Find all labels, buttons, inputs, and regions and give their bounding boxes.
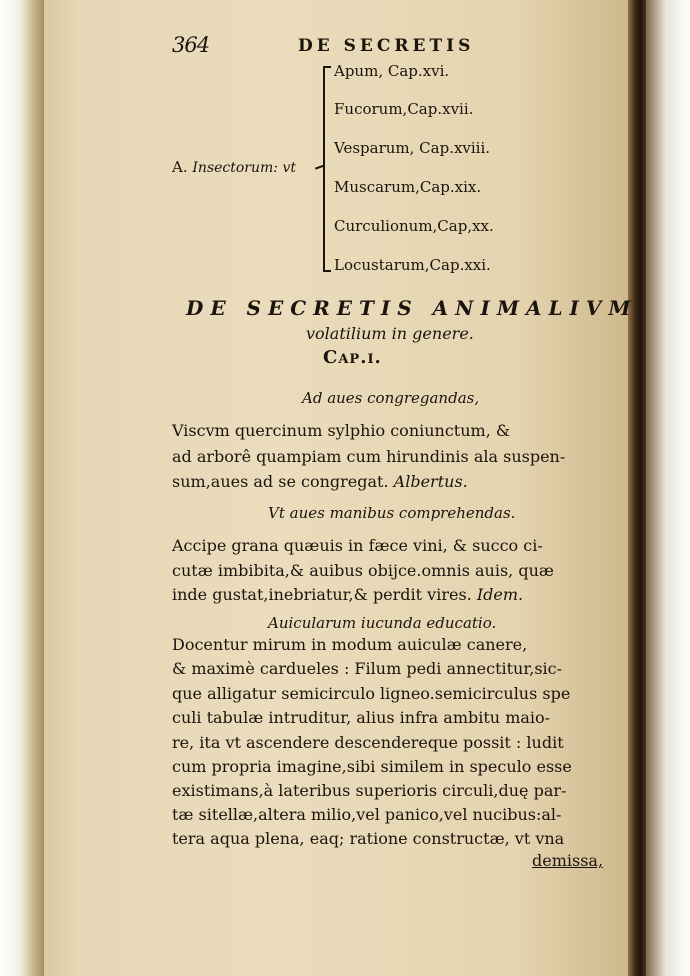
section-heading: Ad aues congregandas,: [302, 389, 480, 407]
body-line: [172, 474, 468, 490]
synopsis-brace-bottom: [323, 270, 331, 272]
catchword: demissa,: [532, 851, 604, 870]
running-head: DE SECRETIS: [298, 36, 475, 56]
body-line: ad arborê quampiam cum hirundinis ala suspen-: [172, 447, 566, 466]
section-heading: Vt aues manibus comprehendas.: [268, 504, 516, 522]
synopsis-lead: [172, 160, 296, 175]
body-line: existimans,à lateribus superioris circuli,duę par-: [172, 781, 567, 800]
body-line: & maximè cardueles : Filum pedi annectitur,sic-: [172, 659, 563, 678]
synopsis-item: Curculionum,Cap,xx.: [334, 217, 494, 235]
body-line: Viscvm quercinum sylphio coniunctum, &: [172, 421, 511, 440]
body-line-text: sum,aues ad se congregat.: [172, 472, 389, 491]
body-line: tera aqua plena, eaq; ratione constructæ, vt vna: [172, 829, 565, 848]
body-line: culi tabulæ intruditur, alius infra ambitu maio-: [172, 708, 551, 727]
synopsis-brace: [323, 66, 325, 272]
chapter-title: DE SECRETIS ANIMALIVM: [186, 296, 638, 320]
body-line: Docentur mirum in modum auiculæ canere,: [172, 635, 528, 654]
source-citation: Idem.: [476, 585, 524, 604]
chapter-subtitle: volatilium in genere.: [306, 324, 474, 343]
body-line-text: inde gustat,inebriatur,& perdit vires.: [172, 585, 472, 604]
body-line: Accipe grana quæuis in fæce vini, & succo ci-: [172, 536, 543, 555]
body-line: cutæ imbibita,& auibus obijce.omnis auis, quæ: [172, 561, 554, 580]
synopsis-item: Apum, Cap.xvi.: [334, 62, 450, 80]
synopsis-item: Fucorum,Cap.xvii.: [334, 100, 474, 118]
synopsis-brace-top: [323, 66, 331, 68]
synopsis-item: Vesparum, Cap.xviii.: [334, 139, 491, 157]
synopsis-item: Locustarum,Cap.xxi.: [334, 256, 491, 274]
body-line: re, ita vt ascendere descendereque possit : ludit: [172, 733, 564, 752]
synopsis-label: A.: [172, 158, 188, 176]
synopsis-lead-text: Insectorum: vt: [192, 160, 296, 176]
page-fore-edge-shadow: [628, 0, 646, 976]
page-number: 364: [172, 33, 210, 57]
source-citation: Albertus.: [393, 472, 468, 491]
body-line: [172, 587, 523, 603]
body-line: tæ sitellæ,altera milio,vel panico,vel nucibus:al-: [172, 805, 562, 824]
section-heading: Auicularum iucunda educatio.: [268, 614, 497, 632]
body-line: cum propria imagine,sibi similem in speculo esse: [172, 757, 572, 776]
body-line: que alligatur semicirculo ligneo.semicirculus spe: [172, 684, 571, 703]
binding-right-edge: [646, 0, 690, 976]
binding-left-edge: [0, 0, 44, 976]
chapter-number: Cap.i.: [323, 347, 382, 368]
synopsis-item: Muscarum,Cap.xix.: [334, 178, 482, 196]
